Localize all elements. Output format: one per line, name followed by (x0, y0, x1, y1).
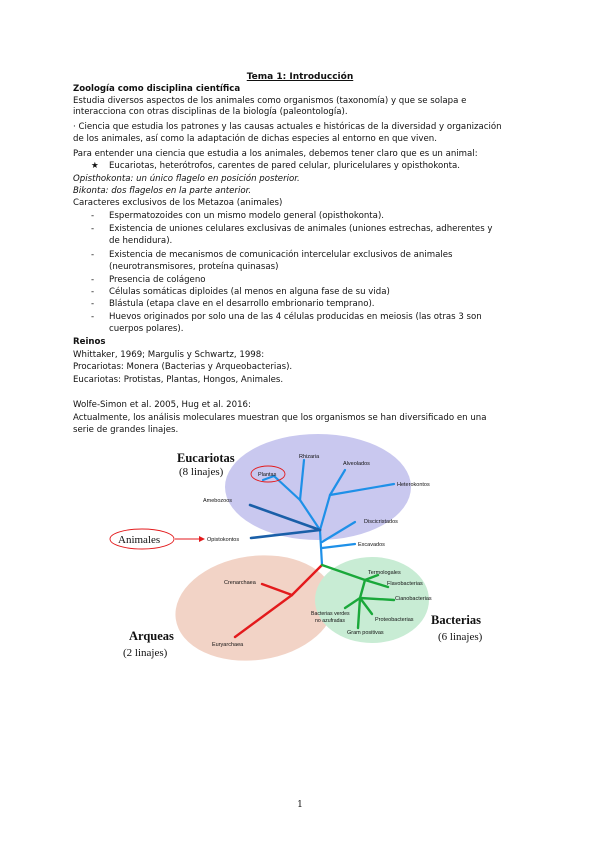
list-item: Existencia de uniones celulares exclusivas de animales (uniones estrechas, adherentes y (109, 224, 493, 234)
archaea-region (169, 545, 342, 670)
section-heading-zoologia: Zoología como disciplina científica (73, 84, 241, 94)
leaf-label: Bacterias verdes (311, 611, 350, 617)
italic-definition: Opisthokonta: un único flagelo en posición posterior. (73, 174, 300, 184)
paragraph-line: Eucariotas: Protistas, Plantas, Hongos, Animales. (73, 375, 284, 385)
list-item: Blástula (etapa clave en el desarrollo embrionario temprano). (109, 299, 375, 309)
bacterias-label: Bacterias (431, 613, 481, 627)
paragraph-line: Whittaker, 1969; Margulis y Schwartz, 1998: (73, 350, 265, 360)
page-title: Tema 1: Introducción (246, 72, 354, 82)
paragraph-line: Estudia diversos aspectos de los animales como organismos (taxonomía) y que se solapa e (73, 96, 467, 106)
dash-bullet: - (91, 299, 95, 309)
italic-definition: Bikonta: dos flagelos en la parte anterior. (73, 186, 252, 196)
paragraph-line: interacciona con otras disciplinas de la biología (paleontología). (73, 107, 348, 117)
paragraph-line: Procariotas: Monera (Bacterias y Arqueobacterias). (73, 362, 293, 372)
eucariotas-count: (8 linajes) (179, 466, 224, 478)
list-item: Existencia de mecanismos de comunicación intercelular exclusivos de animales (109, 250, 453, 260)
leaf-label: Flavobacterias (387, 581, 423, 587)
leaf-label: Crenarchaea (224, 580, 256, 586)
leaf-label: Cianobacterias (395, 596, 432, 602)
page-number: 1 (297, 800, 303, 810)
leaf-label: Discicristados (364, 519, 398, 525)
dash-bullet: - (91, 224, 95, 234)
list-item-continuation: de hendidura). (109, 236, 173, 246)
leaf-label: Excavados (358, 542, 385, 548)
paragraph-line: · Ciencia que estudia los patrones y las causas actuales e históricas de la diversidad y organización (73, 122, 502, 132)
list-item-continuation: (neurotransmisores, proteína quinasas) (109, 262, 279, 272)
paragraph-line: Actualmente, los análisis moleculares muestran que los organismos se han diversificado en una (73, 413, 487, 423)
leaf-label: Termologales (368, 570, 401, 576)
list-item: Espermatozoides con un mismo modelo general (opisthokonta). (109, 211, 385, 221)
leaf-label: Plantas (258, 472, 277, 478)
leaf-label: Opistokontos (207, 537, 240, 543)
dash-bullet: - (91, 250, 95, 260)
eucariotas-label: Eucariotas (177, 451, 235, 465)
metazoa-intro: Caracteres exclusivos de los Metazoa (animales) (73, 198, 283, 208)
leaf-label: no azufradas (315, 618, 345, 624)
list-item: Presencia de colágeno (109, 275, 206, 285)
paragraph-line: Para entender una ciencia que estudia a los animales, debemos tener claro que es un animal: (73, 149, 478, 159)
leaf-label: Gram positivas (347, 630, 384, 636)
reference-line: Wolfe-Simon et al. 2005, Hug et al. 2016: (73, 400, 251, 410)
leaf-label: Heterokontos (397, 482, 430, 488)
dash-bullet: - (91, 211, 95, 221)
arqueas-label: Arqueas (129, 629, 174, 643)
list-item: Células somáticas diploides (al menos en alguna fase de su vida) (109, 287, 390, 297)
paragraph-line: serie de grandes linajes. (73, 425, 179, 435)
paragraph-line: de los animales, así como la adaptación de dichas especies al entorno en que viven. (73, 134, 437, 144)
leaf-label: Rhizaria (299, 454, 320, 460)
animales-label: Animales (118, 534, 161, 546)
leaf-label: Euryarchaea (212, 642, 244, 648)
bacterias-count: (6 linajes) (438, 631, 483, 643)
star-icon: ★ (91, 161, 99, 171)
leaf-label: Alveolados (343, 461, 370, 467)
section-heading-reinos: Reinos (73, 337, 106, 347)
dash-bullet: - (91, 312, 95, 322)
list-item: Huevos originados por solo una de las 4 células producidas en meiosis (las otras 3 son (109, 312, 482, 322)
dash-bullet: - (91, 275, 95, 285)
list-item-continuation: cuerpos polares). (109, 324, 184, 334)
leaf-label: Amebozoos (203, 498, 233, 504)
star-list-item: Eucariotas, heterótrofos, carentes de pared celular, pluricelulares y opisthokonta. (109, 161, 461, 171)
leaf-label: Proteobacterias (375, 617, 414, 623)
arqueas-count: (2 linajes) (123, 647, 168, 659)
dash-bullet: - (91, 287, 95, 297)
